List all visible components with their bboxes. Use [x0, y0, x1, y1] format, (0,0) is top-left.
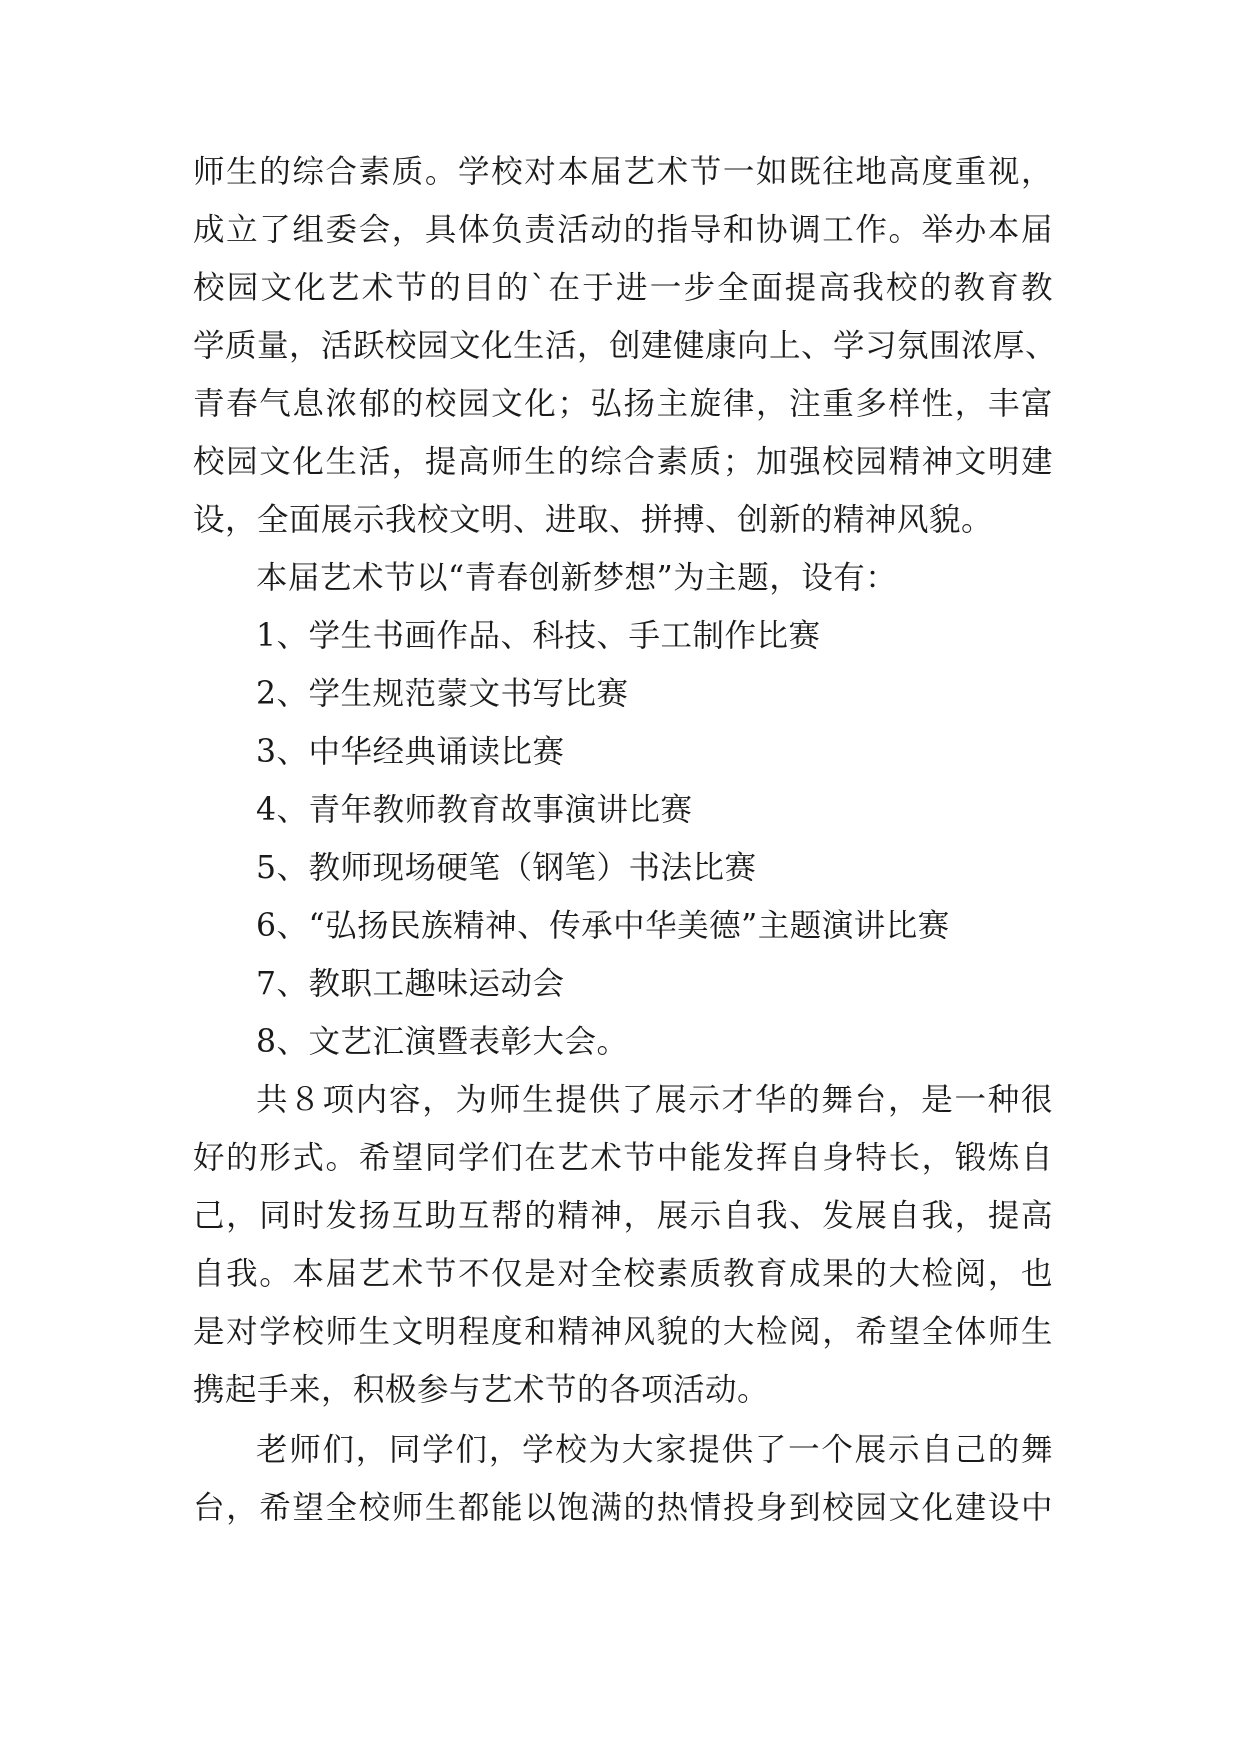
- paragraph-1-line: 师生的综合素质。学校对本届艺术节一如既往地高度重视，: [193, 154, 1053, 190]
- paragraph-1-line: 学质量，活跃校园文化生活，创建健康向上、学习氛围浓厚、: [193, 328, 1058, 364]
- paragraph-1-line: 校园文化生活，提高师生的综合素质；加强校园精神文明建: [193, 444, 1053, 480]
- paragraph-3-line: 台，希望全校师生都能以饱满的热情投身到校园文化建设中: [193, 1490, 1053, 1526]
- paragraph-2-line: 己，同时发扬互助互帮的精神，展示自我、发展自我，提高: [193, 1198, 1053, 1234]
- event-list-item: 1、学生书画作品、科技、手工制作比赛: [256, 618, 821, 654]
- paragraph-2-line: 好的形式。希望同学们在艺术节中能发挥自身特长，锻炼自: [193, 1140, 1053, 1176]
- theme-intro: 本届艺术节以“青春创新梦想”为主题，设有：: [256, 560, 898, 596]
- paragraph-2-line: 携起手来，积极参与艺术节的各项活动。: [193, 1372, 770, 1408]
- event-list-item: 3、中华经典诵读比赛: [256, 734, 565, 770]
- event-list-item: 7、教职工趣味运动会: [256, 966, 565, 1002]
- paragraph-2-line: 是对学校师生文明程度和精神风貌的大检阅，希望全体师生: [193, 1314, 1053, 1350]
- event-list-item: 2、学生规范蒙文书写比赛: [256, 676, 629, 712]
- paragraph-1-line: 青春气息浓郁的校园文化；弘扬主旋律，注重多样性，丰富: [193, 386, 1053, 422]
- event-list-item: 6、“弘扬民族精神、传承中华美德”主题演讲比赛: [256, 908, 950, 944]
- paragraph-1-line: 成立了组委会，具体负责活动的指导和协调工作。举办本届: [193, 212, 1053, 248]
- paragraph-1-line: 设，全面展示我校文明、进取、拼搏、创新的精神风貌。: [193, 502, 994, 538]
- paragraph-2-line: 共８项内容，为师生提供了展示才华的舞台，是一种很: [256, 1082, 1053, 1118]
- event-list-item: 8、文艺汇演暨表彰大会。: [256, 1024, 629, 1060]
- paragraph-2-line: 自我。本届艺术节不仅是对全校素质教育成果的大检阅，也: [193, 1256, 1053, 1292]
- paragraph-3-line: 老师们，同学们，学校为大家提供了一个展示自己的舞: [256, 1432, 1053, 1468]
- event-list-item: 4、青年教师教育故事演讲比赛: [256, 792, 693, 828]
- paragraph-1-line: 校园文化艺术节的目的`在于进一步全面提高我校的教育教: [193, 270, 1053, 306]
- event-list-item: 5、教师现场硬笔（钢笔）书法比赛: [256, 850, 757, 886]
